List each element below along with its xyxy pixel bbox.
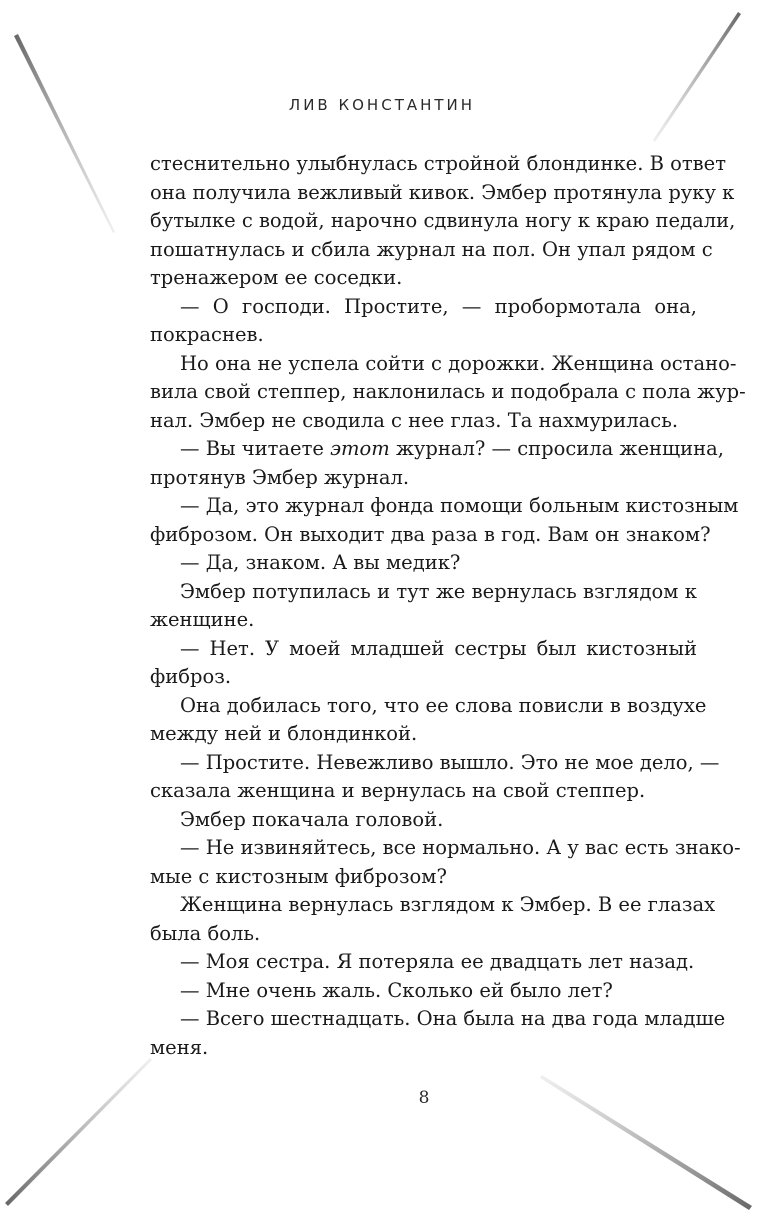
text-line: — Простите. Невежливо вышло. Это не мое дело, —	[180, 750, 720, 774]
text-line: Эмбер потупилась и тут же вернулась взглядом к	[180, 579, 697, 603]
body-text	[150, 150, 746, 1062]
text-line: сказала женщина и вернулась на свой степпер.	[150, 779, 646, 802]
text-line: протянув Эмбер журнал.	[150, 465, 410, 489]
text-line: нал. Эмбер не сводила с нее глаз. Та нахмурилась.	[150, 408, 679, 432]
text-line: — Не извиняйтесь, все нормально. А у вас есть знако-	[180, 836, 741, 859]
text-line: — Мне очень жаль. Сколько ей было лет?	[180, 978, 613, 1002]
text-line: Эмбер покачала головой.	[180, 807, 444, 831]
text-line: фиброзом. Он выходит два раза в год. Вам он знаком?	[150, 522, 711, 546]
text-line: — Всего шестнадцать. Она была на два года младше	[180, 1007, 726, 1030]
text-line: Но она не успела сойти с дорожки. Женщина остано-	[180, 351, 737, 375]
page-number: 8	[418, 1088, 430, 1108]
text-line: между ней и блондинкой.	[150, 722, 418, 745]
decor-line-bottom-left	[5, 1058, 152, 1206]
text-line: — Да, знаком. А вы медик?	[180, 551, 461, 574]
emphasis-word: этот	[330, 437, 390, 460]
text-line: — Да, это журнал фонда помощи больным кистозным	[180, 494, 739, 517]
text-line: покраснев.	[150, 323, 264, 346]
text-line: вила свой степпер, наклонилась и подобрала с пола жур-	[150, 380, 746, 403]
text-line: она получила вежливый кивок. Эмбер протянула руку к	[150, 180, 735, 204]
running-head: ЛИВ КОНСТАНТИН	[288, 96, 476, 114]
text-line: — Моя сестра. Я потеряла ее двадцать лет назад.	[180, 950, 695, 973]
text-segment: — Вы читаете	[180, 437, 331, 460]
text-line: мые с кистозным фиброзом?	[150, 864, 447, 888]
text-line: была боль.	[150, 921, 261, 945]
text-line: Она добилась того, что ее слова повисли в воздухе	[180, 693, 707, 717]
text-line: — Нет. У моей младшей сестры был кистозный	[180, 636, 697, 660]
text-line: женщине.	[150, 608, 255, 631]
text-segment: журнал? — спросила женщина,	[389, 437, 724, 460]
text-line	[150, 435, 724, 464]
text-line: Женщина вернулась взглядом к Эмбер. В ее глазах	[180, 893, 716, 916]
decor-line-top-right	[653, 12, 741, 142]
text-line: пошатнулась и сбила журнал на пол. Он упал рядом с	[150, 237, 713, 261]
text-line: стеснительно улыбнулась стройной блондинке. В ответ	[150, 152, 726, 175]
text-line: меня.	[150, 1035, 209, 1059]
text-line: — О господи. Простите, — пробормотала она,	[180, 294, 697, 318]
decor-line-top-left	[14, 34, 115, 233]
text-line: фиброз.	[150, 665, 232, 688]
text-line: тренажером ее соседки.	[150, 266, 403, 289]
text-line: бутылке с водой, нарочно сдвинула ногу к краю педали,	[150, 209, 736, 232]
